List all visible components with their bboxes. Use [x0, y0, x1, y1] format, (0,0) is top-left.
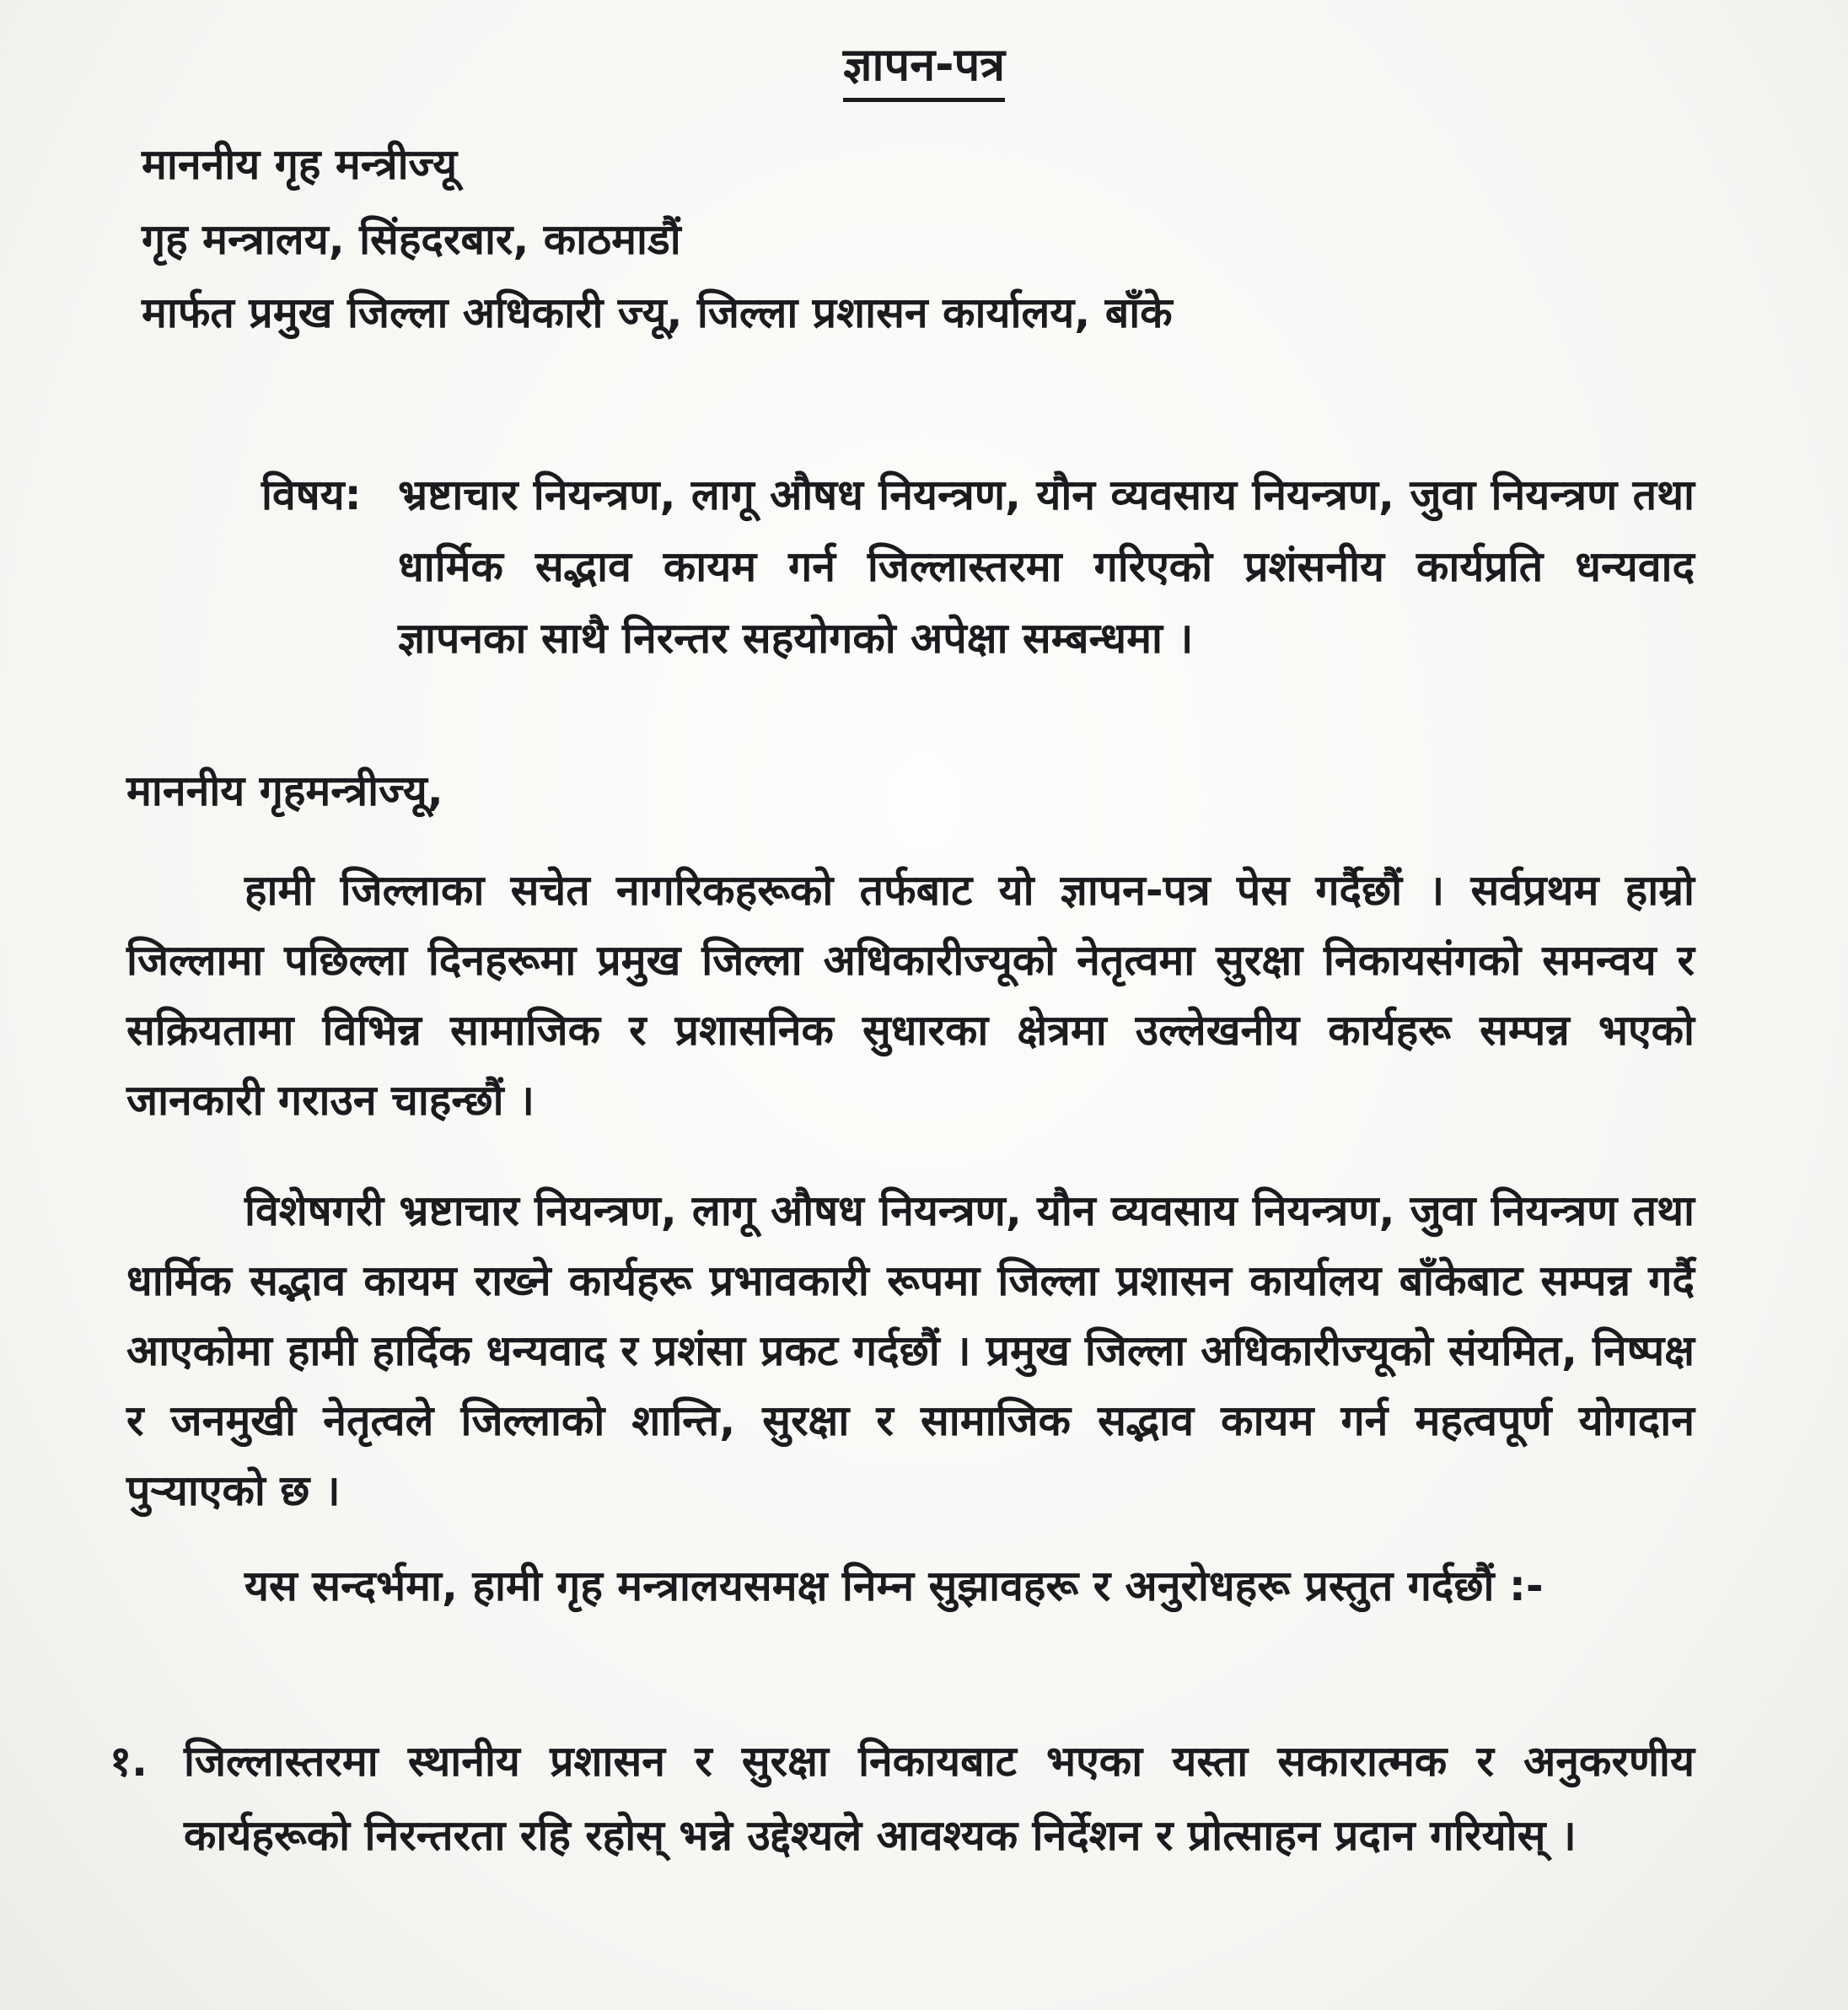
list-item [110, 1724, 1695, 1873]
recipient-line-1: माननीय गृह मन्त्रीज्यू [142, 140, 458, 189]
subject-text: भ्रष्टाचार नियन्त्रण, लागू औषध नियन्त्रण, यौन व्यवसाय नियन्त्रण, जुवा नियन्त्रण तथा धार्मिक सद्भाव कायम गर्न जिल्लास्तरमा गरिएको प्रशंसनीय कार्यप्रति धन्यवाद ज्ञापनका साथै निरन्तर सहयोगको अपेक्षा सम्बन्धमा । [398, 470, 1695, 663]
salutation: माननीय गृहमन्त्रीज्यू, [126, 766, 443, 815]
paragraph-1: हामी जिल्लाका सचेत नागरिकहरूको तर्फबाट यो ज्ञापन-पत्र पेस गर्दैछौं । सर्वप्रथम हाम्रो जिल्लामा पछिल्ला दिनहरूमा प्रमुख जिल्ला अधिकारीज्यूको नेतृत्वमा सुरक्षा निकायसंगको समन्वय र सक्रियतामा विभिन्न सामाजिक र प्रशासनिक सुधारका क्षेत्रमा उल्लेखनीय कार्यहरू सम्पन्न भएको जानकारी गराउन चाहन्छौं । [126, 866, 1695, 1125]
subject-label: विषय: [261, 470, 362, 519]
recipient-line-2: गृह मन्त्रालय, सिंहदरबार, काठमाडौं [142, 215, 681, 264]
recipient-line-3: मार्फत प्रमुख जिल्ला अधिकारी ज्यू, जिल्ला प्रशासन कार्यालय, बाँके [142, 288, 1173, 337]
letter-title [0, 35, 1848, 102]
paragraph-3: यस सन्दर्भमा, हामी गृह मन्त्रालयसमक्ष निम्न सुझावहरू र अनुरोधहरू प्रस्तुत गर्दछौं :- [244, 1561, 1544, 1610]
list-item-number: १. [110, 1737, 148, 1786]
letter-title-text: ज्ञापन-पत्र [843, 35, 1005, 102]
subject-block [261, 460, 1695, 674]
list-item-text: जिल्लास्तरमा स्थानीय प्रशासन र सुरक्षा निकायबाट भएका यस्ता सकारात्मक र अनुकरणीय कार्यहरूको निरन्तरता रहि रहोस् भन्ने उद्देश्यले आवश्यक निर्देशन र प्रोत्साहन प्रदान गरियोस् । [184, 1737, 1695, 1860]
paragraph-2: विशेषगरी भ्रष्टाचार नियन्त्रण, लागू औषध नियन्त्रण, यौन व्यवसाय नियन्त्रण, जुवा नियन्त्रण तथा धार्मिक सद्भाव कायम राख्ने कार्यहरू प्रभावकारी रूपमा जिल्ला प्रशासन कार्यालय बाँकेबाट सम्पन्न गर्दै आएकोमा हामी हार्दिक धन्यवाद र प्रशंसा प्रकट गर्दछौं । प्रमुख जिल्ला अधिकारीज्यूको संयमित, निष्पक्ष र जनमुखी नेतृत्वले जिल्लाको शान्ति, सुरक्षा र सामाजिक सद्भाव कायम गर्न महत्वपूर्ण योगदान पुऱ्याएको छ । [126, 1186, 1695, 1515]
